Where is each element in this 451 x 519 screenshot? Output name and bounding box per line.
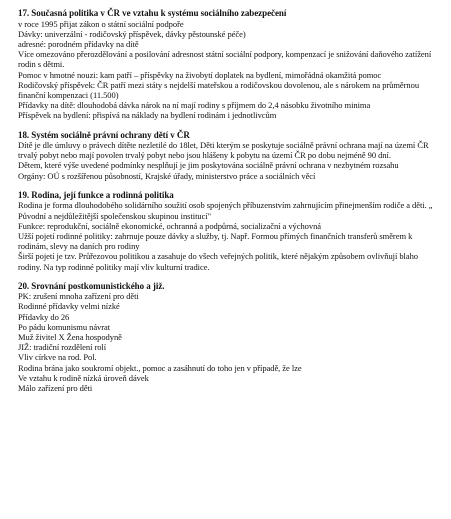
text-paragraph: Dítě je dle úmluvy o právech dítěte nezletilé do 18let, Děti kterým se poskytuje sociálně právní ochrana mají na území ČR trvalý pobyt nebo mají povolen trvalý pobyt nebo jsou hlášeny k pobytu na území ČR po dobu nejméně 90 dní. xyxy=(18,140,429,161)
text-line: Přídavky do 26 xyxy=(18,311,70,322)
section-heading: 17. Současná politika v ČR ve vztahu k systému sociálního zabezpečení xyxy=(18,8,287,18)
text-line: Po pádu komunismu návrat xyxy=(18,321,111,332)
section-18 xyxy=(18,130,441,181)
text-line: PK: zrušení mnoha zařízení pro děti xyxy=(18,291,139,302)
section-heading: 20. Srovnání postkomunistického a již. xyxy=(18,280,165,291)
text-line: JIŽ: tradiční rozdělení rolí xyxy=(18,342,107,353)
text-line: Rodinné přídavky velmi nízké xyxy=(18,301,120,312)
text-line: Málo zařízení pro děti xyxy=(18,383,93,394)
text-line: Orgány: OÚ s rozšířenou působností, Krajské úřady, ministerstvo práce a sociálních věcí xyxy=(18,170,316,181)
text-line: Vliv církve na rod. Pol. xyxy=(18,352,97,363)
text-paragraph: Rodičovský příspěvek: ČR patří mezi státy s nejdelší mateřskou a rodičovskou dovolenou, ale s nárokem na průměrnou finanční kompenzaci (11.500) xyxy=(18,79,420,100)
text-paragraph: Užší pojetí rodinné politiky: zahrnuje pouze dávky a služby, tj. Např. Formou přímých finančních transferů směrem k rodinám, slevy na daních pro rodiny xyxy=(18,230,413,252)
text-paragraph: Rodina je forma dlouhodobého solidárního soužití osob spojených příbuzenstvím zahrnujícím přinejmenším rodiče a děti. „ Původní a nejdůležitější společenskou skupinou institucí" xyxy=(18,200,433,221)
section-19 xyxy=(18,190,441,272)
text-paragraph: Dětem, které výše uvedené podmínky nesplňují je jim poskytována sociálně právní ochrana v nezbytném rozsahu xyxy=(18,160,399,171)
text-paragraph: Širší pojetí je tzv. Průřezovou politikou a zasahuje do všech veřejných politik, které nějakým způsobem ovlivňují blaho rodiny. Na typ rodinné politiky mají vliv kulturní tradice. xyxy=(18,251,418,272)
text-line: Funkce: reprodukční, sociálně ekonomické, ochranná a podpůrná, socializační a výchovná xyxy=(18,220,322,231)
text-line: adresné: porodném přídavky na dítě xyxy=(18,38,139,49)
text-line: Příspěvek na bydlení: přispívá na náklady na bydlení rodinám i jednotlivcům xyxy=(18,110,277,121)
text-paragraph: Přídavky na dítě: dlouhodobá dávka nárok na ní mají rodiny s příjmem do 2,4 násobku životního minima xyxy=(18,100,371,111)
text-paragraph: Více omezováno přerozdělování a posilování adresnost státní sociální podpory, kompenzací je snižování daňového zatížení rodin s dětmi. xyxy=(18,49,432,70)
section-heading: 19. Rodina, její funkce a rodinná politika xyxy=(18,189,174,200)
section-20 xyxy=(18,281,441,394)
text-line: Muž živitel X Žena hospodyně xyxy=(18,332,122,343)
text-line: Ve vztahu k rodině nízká úroveň dávek xyxy=(18,372,149,383)
text-line: v roce 1995 přijat zákon o státní sociální podpoře xyxy=(18,18,184,29)
text-line: Rodina brána jako soukromí objekt., pomoc a zasáhnutí do toho jen v případě, že lze xyxy=(18,362,302,373)
section-heading: 18. Systém sociálně právní ochrany dětí v ČR xyxy=(18,129,190,140)
text-paragraph: Pomoc v hmotné nouzi: kam patří – příspěvky na živobytí doplatek na bydlení, mimořádná okamžitá pomoc xyxy=(18,69,382,80)
section-17 xyxy=(18,8,441,121)
text-line: Dávky: univerzální - rodičovský příspěvek, dávky pěstounské péče) xyxy=(18,28,246,39)
